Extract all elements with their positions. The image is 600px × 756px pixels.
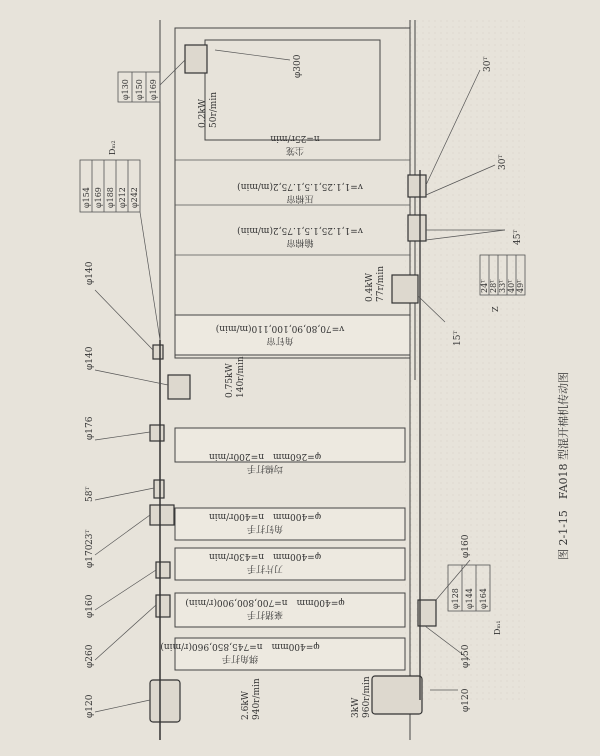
section-name: 豪猪打手 xyxy=(246,609,284,619)
beater-motor xyxy=(372,676,422,714)
pulley-label: 23ᵀ xyxy=(85,529,95,545)
pulley-label: φ160 xyxy=(85,594,95,618)
pulley-label: φ120 xyxy=(461,688,471,712)
section-name: 压棉帘 xyxy=(286,193,314,203)
gear-45 xyxy=(408,175,426,197)
dm2-label: Dₘ₂ xyxy=(108,140,117,155)
pulley-label: 45ᵀ xyxy=(513,229,523,245)
section-name: 输棉帘 xyxy=(286,237,314,247)
figure-caption: 图 2-1-15 FA018 型混开棉机传动图 xyxy=(557,371,570,560)
section-name: 尘笼 xyxy=(285,145,305,155)
pulley-140 xyxy=(153,345,163,359)
dm1-label: Dₘ₁ xyxy=(493,620,502,635)
pulley-label: φ260 xyxy=(85,644,95,668)
gear-58 xyxy=(154,480,164,498)
feed-motor xyxy=(392,275,418,303)
cage-value: φ169 xyxy=(149,79,158,100)
cage-value: φ130 xyxy=(121,79,130,100)
section-params: n=25r/min xyxy=(270,133,320,143)
section-params: φ=400mm n=430r/min xyxy=(208,551,322,561)
section-params: v=70,80,90,100,110(m/min) xyxy=(215,323,345,333)
motor-speed: 50r/min xyxy=(209,92,219,128)
section-name: 绑角打手 xyxy=(221,653,259,663)
motor-power: 3kW xyxy=(351,697,361,718)
section-rect-spike-lattice xyxy=(175,315,410,355)
pulley-label: φ176 xyxy=(85,416,95,440)
pulley-176 xyxy=(150,425,164,441)
main-motor xyxy=(150,680,180,722)
pulley-dm1 xyxy=(418,600,436,626)
section-name: 刀片打手 xyxy=(246,563,284,573)
pulley-260 xyxy=(156,595,170,617)
motor-speed: 77r/min xyxy=(376,266,386,302)
motor-speed: 960r/min xyxy=(362,676,372,718)
z-value: 28ᵀ xyxy=(489,279,498,293)
dm2-value: φ154 xyxy=(82,187,91,208)
cage-value: φ150 xyxy=(135,79,144,100)
dm1-value: φ164 xyxy=(479,588,488,609)
motor-power: 2.6kW xyxy=(241,690,251,720)
section-params: φ=400mm n=400r/min xyxy=(208,511,322,521)
gear-z xyxy=(408,215,426,241)
pulley-label: 30ᵀ xyxy=(498,154,508,170)
cage-motor xyxy=(185,45,207,73)
pulley-label: φ150 xyxy=(461,644,471,668)
motor-power: 0.75kW xyxy=(225,363,235,398)
spike-motor xyxy=(168,375,190,399)
section-params: v=1,1.25,1.5,1.75,2(m/min) xyxy=(237,181,363,191)
motor-power: 0.2kW xyxy=(198,98,208,128)
dm2-table xyxy=(80,140,140,212)
pulley-label: φ170 xyxy=(85,544,95,568)
motor-speed: 940r/min xyxy=(252,678,262,720)
section-params: v=1,1.25,1.5,1.75,2(m/min) xyxy=(237,225,363,235)
pulley-label: 15ᵀ xyxy=(453,330,463,346)
pulley-label: φ140 xyxy=(85,346,95,370)
pulley-170 xyxy=(150,505,174,525)
pulley-label: φ120 xyxy=(85,694,95,718)
sections xyxy=(175,315,410,670)
z-value: 40ᵀ xyxy=(507,279,516,293)
dm1-value: φ128 xyxy=(451,588,460,609)
dm2-value: φ188 xyxy=(106,187,115,208)
section-name: 角钉打手 xyxy=(246,523,284,533)
section-labels xyxy=(160,133,363,665)
cage-table xyxy=(118,72,160,102)
dm2-value: φ242 xyxy=(130,187,139,208)
z-value: 24ᵀ xyxy=(480,279,489,293)
pulley-label: φ300 xyxy=(293,54,303,78)
section-name: 角钉帘 xyxy=(266,335,294,345)
pulley-160 xyxy=(156,562,170,578)
motor-power: 0.4kW xyxy=(365,272,375,302)
dm2-value: φ169 xyxy=(94,187,103,208)
section-params: φ=400mm n=700,800,900(r/min) xyxy=(185,597,345,607)
pulley-label: φ140 xyxy=(85,261,95,285)
pulley-label: 58ᵀ xyxy=(85,486,95,502)
section-params: φ=260mm n=200r/min xyxy=(208,451,322,461)
section-name: 均棉打手 xyxy=(246,463,284,473)
pulley-label: φ160 xyxy=(461,534,471,558)
section-params: φ=400mm n=745,850,960(r/min) xyxy=(160,641,320,651)
z-value: 49ᵀ xyxy=(516,279,525,293)
z-value: 33ᵀ xyxy=(498,279,507,293)
motor-speed: 140r/min xyxy=(236,356,246,398)
dm2-value: φ212 xyxy=(118,187,127,208)
dm1-value: φ144 xyxy=(465,588,474,609)
pulley-label: 30ᵀ xyxy=(483,56,493,72)
z-label: Z xyxy=(491,306,500,312)
